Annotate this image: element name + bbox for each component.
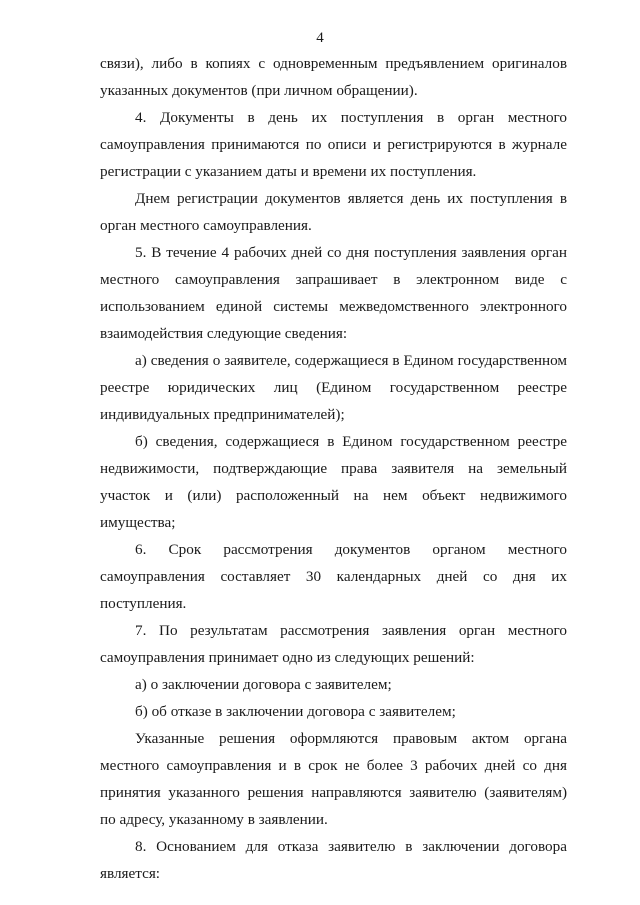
paragraph-item-5b: б) сведения, содержащиеся в Едином государственном реестре недвижимости, подтверждающие права заявителя на земельный участок и (или) расположенный на нем объект недвижимого имущества; <box>100 433 567 531</box>
document-body <box>100 50 567 887</box>
paragraph-continuation: связи), либо в копиях с одновременным предъявлением оригиналов указанных документов (при личном обращении). <box>100 55 567 99</box>
paragraph-item-7a: а) о заключении договора с заявителем; <box>135 676 392 693</box>
paragraph-item-5a: а) сведения о заявителе, содержащиеся в Едином государственном реестре юридических лиц (Едином государственном реестре индивидуальных предпринимателей); <box>100 352 567 423</box>
paragraph-item-4: 4. Документы в день их поступления в орган местного самоуправления принимаются по описи и регистрируются в журнале регистрации с указанием даты и времени их поступления. <box>100 109 567 180</box>
paragraph-item-5: 5. В течение 4 рабочих дней со дня поступления заявления орган местного самоуправления запрашивает в электронном виде с использованием единой системы межведомственного электронного взаимодействия следующие сведения: <box>100 244 567 342</box>
paragraph-decisions: Указанные решения оформляются правовым актом органа местного самоуправления и в срок не более 3 рабочих дней со дня принятия указанного решения направляются заявителю (заявителям) по адресу, указанному в заявлении. <box>100 730 567 828</box>
page-number: 4 <box>316 30 324 46</box>
paragraph-item-8: 8. Основанием для отказа заявителю в заключении договора является: <box>100 838 567 882</box>
paragraph-item-7b: б) об отказе в заключении договора с заявителем; <box>135 703 456 720</box>
paragraph-item-6: 6. Срок рассмотрения документов органом местного самоуправления составляет 30 календарных дней со дня их поступления. <box>100 541 567 612</box>
paragraph-item-7: 7. По результатам рассмотрения заявления орган местного самоуправления принимает одно из следующих решений: <box>100 622 567 666</box>
paragraph-registration-day: Днем регистрации документов является день их поступления в орган местного самоуправления. <box>100 190 567 234</box>
